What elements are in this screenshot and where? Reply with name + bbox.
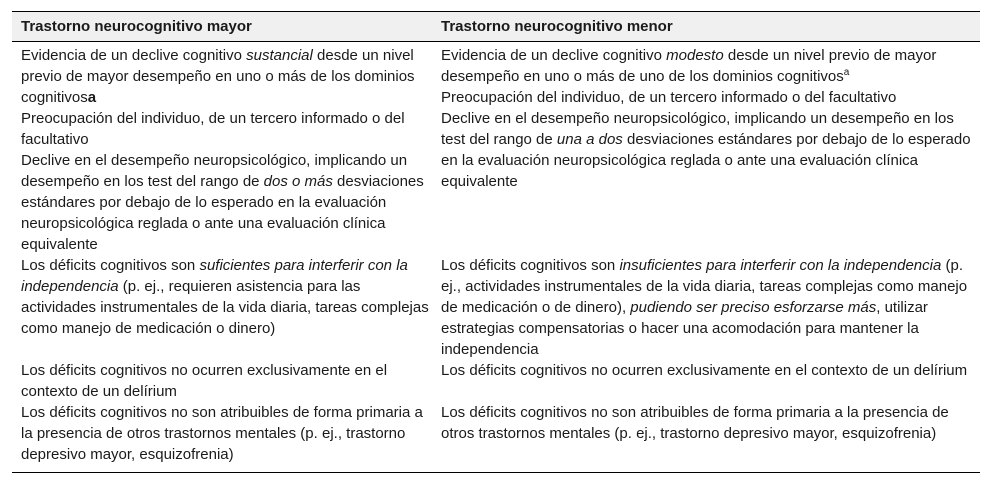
cell-major-criterion-a <box>12 45 432 255</box>
emphasis: modesto <box>666 47 724 64</box>
emphasis: una a dos <box>556 131 623 148</box>
text: (p. ej., actividades instrumentales de la vida diaria, tareas complejas como manejo de medicación o de dinero), <box>441 257 968 316</box>
footnote-marker: a <box>87 89 97 106</box>
emphasis: sustancial <box>246 47 313 64</box>
table-row <box>12 360 980 402</box>
text: Declive en el desempeño neuropsicológico, implicando un desempeño en los test del rango de <box>441 110 954 148</box>
table-row <box>12 255 980 360</box>
text: Los déficits cognitivos son <box>441 257 620 274</box>
text: desde un nivel previo de mayor desempeño en uno o más de uno de los dominios cognitivos <box>441 47 937 85</box>
cell-major-criterion-b <box>12 255 432 360</box>
header-minor: Trastorno neurocognitivo menor <box>441 18 673 35</box>
cell-minor-criterion-a <box>432 45 980 255</box>
text: Preocupación del individuo, de un tercero informado o del facultativo <box>441 89 897 106</box>
cell-minor-criterion-b <box>432 255 980 360</box>
text: desviaciones estándares por debajo de lo esperado en la evaluación neuropsicológica reglada o ante una evaluación clínica equivalente <box>21 173 424 253</box>
text: Evidencia de un declive cognitivo <box>441 47 667 64</box>
table-row <box>12 42 980 255</box>
cell-minor-criterion-d: Los déficits cognitivos no son atribuibles de forma primaria a la presencia de otros trastornos mentales (p. ej., trastorno depresivo mayor, esquizofrenia) <box>441 404 949 442</box>
text: desde un nivel previo de mayor desempeño en uno o más de los dominios cognitivos <box>21 47 415 106</box>
cell-major-criterion-d: Los déficits cognitivos no son atribuibles de forma primaria a la presencia de otros trastornos mentales (p. ej., trastorno depresivo mayor, esquizofrenia) <box>21 404 423 463</box>
table-header <box>12 12 980 42</box>
table-row <box>12 402 980 472</box>
emphasis: pudiendo ser preciso esforzarse más <box>630 299 877 316</box>
emphasis: insuficientes para interferir con la independencia <box>619 257 942 274</box>
text: Preocupación del individuo, de un tercero informado o del facultativo <box>21 110 405 148</box>
emphasis: suficientes para interferir con la independencia <box>21 257 408 295</box>
header-major: Trastorno neurocognitivo mayor <box>21 18 252 35</box>
text: desviaciones estándares por debajo de lo esperado en la evaluación neuropsicológica reglada o ante una evaluación clínica equivalente <box>441 131 971 190</box>
text: Los déficits cognitivos son <box>21 257 200 274</box>
emphasis: dos o más <box>263 173 333 190</box>
cell-major-criterion-c: Los déficits cognitivos no ocurren exclusivamente en el contexto de un delírium <box>21 362 388 400</box>
text: Declive en el desempeño neuropsicológico, implicando un desempeño en los test del rango de <box>21 152 408 190</box>
criteria-table <box>12 11 980 473</box>
text: (p. ej., requieren asistencia para las actividades instrumentales de la vida diaria, tareas complejas como manejo de medicación o dinero) <box>21 278 429 337</box>
cell-minor-criterion-c: Los déficits cognitivos no ocurren exclusivamente en el contexto de un delírium <box>441 362 968 379</box>
text: Evidencia de un declive cognitivo <box>21 47 247 64</box>
text: , utilizar estrategias compensatorias o hacer una acomodación para mantener la independencia <box>441 299 928 358</box>
footnote-marker: a <box>843 67 850 78</box>
